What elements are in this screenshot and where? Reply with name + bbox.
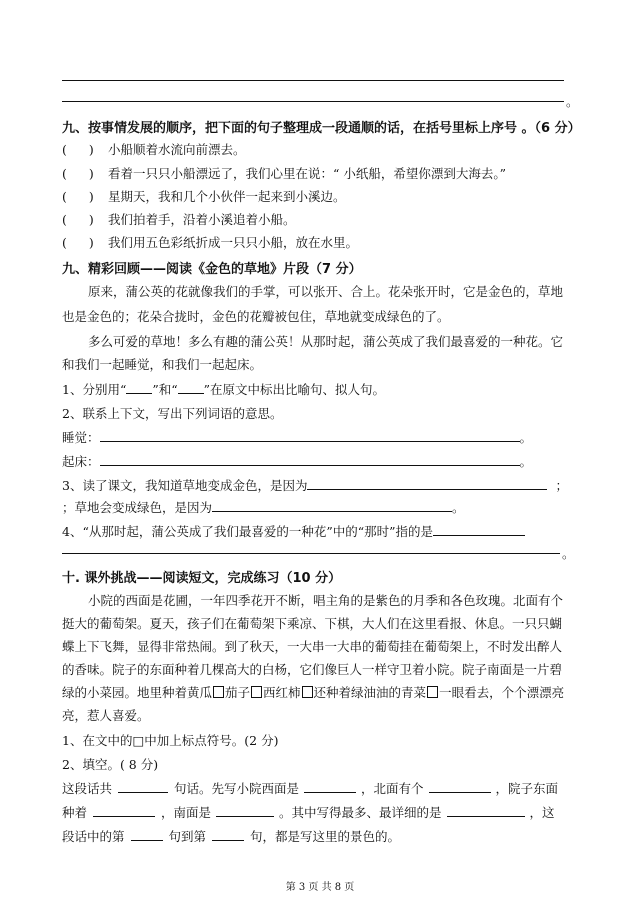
fill-line: 段话中的第 句到第 句，都是写这里的景色的。 [62, 829, 401, 844]
fill-blank[interactable] [429, 780, 491, 793]
punctuation-box[interactable] [213, 686, 224, 698]
line-end-period: 。 [562, 546, 575, 561]
question-4: 4、“从那时起，蒲公英成了我们最喜爱的一种花”中的“那时”指的是 [62, 522, 525, 540]
section-heading-reading: 九、精彩回顾——阅读《金色的草地》片段（7 分） [62, 262, 362, 277]
sequence-item: ( ) 我们拍着手，沿着小溪追着小船。 [62, 212, 296, 227]
page-footer: 第 3 页 共 8 页 [285, 882, 355, 893]
fill-blank[interactable] [304, 780, 356, 793]
symbol-blank[interactable] [126, 381, 152, 394]
passage-line: 小院的西面是花圃，一年四季花开不断，唱主角的是紫色的月季和各色玫瑰。北面有个 [88, 593, 564, 608]
passage-line: 也是金色的；花朵合拢时，金色的花瓣被包住，草地就变成绿色的了。 [62, 309, 450, 324]
answer-line[interactable] [62, 80, 564, 81]
passage-line: 原来，蒲公英的花就像我们的手掌，可以张开、合上。花朵张开时，它是金色的，草地 [88, 284, 564, 299]
passage-line: 挺大的葡萄架。夏天，孩子们在葡萄架下乘凉、下棋，大人们在这里看报、休息。一只只蝴 [62, 616, 563, 631]
answer-line[interactable] [62, 553, 560, 554]
fill-blank[interactable] [118, 780, 168, 793]
question-1: 1、在文中的□中加上标点符号。(2 分) [62, 733, 279, 748]
passage-line: 蝶上下飞舞，显得非常热闹。到了秋天，一大串一大串的葡萄挂在葡萄架上，不时发出醉人 [62, 639, 563, 654]
sequence-number-box[interactable]: ( ) [62, 142, 94, 157]
answer-blank[interactable] [433, 523, 525, 536]
reason-blank[interactable] [307, 477, 547, 490]
punctuation-box[interactable] [251, 686, 262, 698]
question-3: 3、读了课文，我知道草地变成金色，是因为 ； [62, 478, 568, 493]
fill-blank[interactable] [93, 804, 155, 817]
reason-blank[interactable] [212, 499, 452, 512]
sequence-number-box[interactable]: ( ) [62, 235, 94, 250]
passage-line: 的香味。院子的东面种着几棵高大的白杨，它们像巨人一样守卫着小院。院子南面是一片碧 [62, 662, 563, 677]
passage-line: 和我们一起睡觉，和我们一起起床。 [62, 357, 263, 372]
fill-blank[interactable] [212, 828, 244, 841]
punctuation-box[interactable] [302, 686, 313, 698]
passage-line: 多么可爱的草地！多么有趣的蒲公英！从那时起，蒲公英成了我们最喜爱的一种花。它 [88, 334, 564, 349]
fill-blank[interactable] [131, 828, 163, 841]
sequence-item: ( ) 我们用五色彩纸折成一只只小船，放在水里。 [62, 235, 358, 250]
sequence-item: ( ) 小船顺着水流向前漂去。 [62, 142, 246, 157]
passage-line: 亮，惹人喜爱。 [62, 708, 150, 723]
sequence-item: ( ) 星期天，我和几个小伙伴一起来到小溪边。 [62, 189, 346, 204]
fill-blank[interactable] [216, 804, 274, 817]
answer-line[interactable] [62, 101, 564, 102]
fill-blank[interactable] [447, 804, 525, 817]
question-2-word-sleep: 睡觉： 。 [62, 430, 533, 445]
fill-line: 种着 ，南面是 。其中写得最多、最详细的是 ，这 [62, 805, 555, 820]
symbol-blank[interactable] [178, 381, 204, 394]
fill-line: 这段话共 句话。先写小院西面是 ，北面有个 ，院子东面 [62, 781, 559, 796]
question-1: 1、分别用“ ”和“ ”在原文中标出比喻句、拟人句。 [62, 382, 386, 397]
question-2-word-wake: 起床： 。 [62, 454, 533, 469]
punctuation-box[interactable] [427, 686, 438, 698]
meaning-blank[interactable] [100, 453, 520, 466]
meaning-blank[interactable] [100, 429, 520, 442]
question-2: 2、联系上下文，写出下列词语的意思。 [62, 406, 283, 421]
sequence-number-box[interactable]: ( ) [62, 189, 94, 204]
sequence-number-box[interactable]: ( ) [62, 212, 94, 227]
question-2: 2、填空。( 8 分) [62, 757, 159, 772]
sequence-item: ( ) 看着一只只小船漂远了，我们心里在说：“ 小纸船，希望你漂到大海去。” [62, 166, 506, 181]
line-end-period: 。 [566, 94, 579, 109]
question-3-cont: ；草地会变成绿色，是因为 。 [62, 500, 465, 515]
section-heading-sequence: 九、按事情发展的顺序，把下面的句子整理成一段通顺的话，在括号里标上序号 。（6 分） [62, 121, 581, 136]
sequence-number-box[interactable]: ( ) [62, 166, 94, 181]
passage-line: 绿的小菜园。地里种着黄瓜 茄子 西红柿 还种着绿油油的青菜 一眼看去，个个漂漂亮 [62, 685, 565, 700]
section-heading-challenge: 十. 课外挑战——阅读短文，完成练习（10 分） [62, 571, 342, 586]
